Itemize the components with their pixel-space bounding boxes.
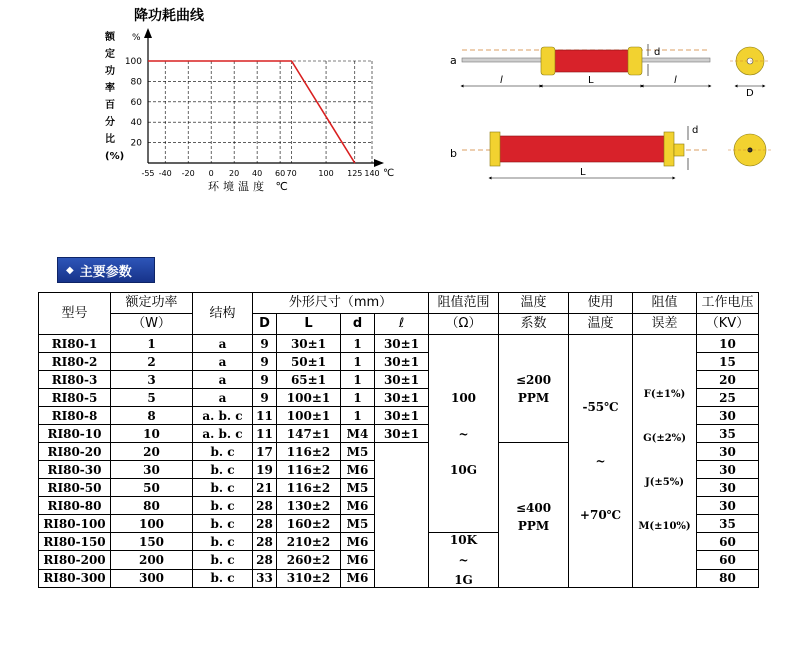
cell-structure: a. b. c	[193, 425, 253, 443]
y-tick-label: 100	[124, 57, 142, 67]
header-voltage: 工作电压	[697, 293, 759, 314]
cell-L: 116±2	[277, 461, 341, 479]
cell-range-line: 100	[450, 390, 477, 405]
cell-structure: b. c	[193, 443, 253, 461]
cell-power: 20	[111, 443, 193, 461]
cell-tc	[499, 443, 569, 588]
cell-power: 50	[111, 479, 193, 497]
cell-range-line: 1G	[454, 573, 473, 587]
derating-line	[148, 61, 355, 163]
resistor-body	[548, 50, 636, 72]
header-tc-2: 系数	[499, 314, 569, 335]
cell-l: 30±1	[375, 389, 429, 407]
cell-d: 1	[341, 335, 375, 353]
chart-grid	[148, 61, 372, 163]
cell-D: 11	[253, 425, 277, 443]
y-tick-label: 40	[130, 118, 142, 129]
cell-structure: b. c	[193, 515, 253, 533]
header-D: D	[253, 314, 277, 335]
cell-D: 21	[253, 479, 277, 497]
x-tick-label: -40	[158, 169, 172, 178]
cell-model: RI80-5	[39, 389, 111, 407]
header-power-unit: （W）	[111, 314, 193, 335]
header-dimensions: 外形尺寸（mm）	[253, 293, 429, 314]
header-model: 型号	[39, 293, 111, 335]
cell-l: 30±1	[375, 407, 429, 425]
cell-model: RI80-20	[39, 443, 111, 461]
cell-model: RI80-80	[39, 497, 111, 515]
cell-tc-line: ≤400	[515, 501, 552, 515]
cell-tolerance-line: F(±1%)	[643, 389, 686, 400]
drawing-b	[450, 125, 772, 178]
cell-temp-line: ~	[595, 454, 606, 468]
y-tick-labels	[125, 57, 142, 149]
derating-curve-chart	[0, 0, 420, 200]
cell-model: RI80-8	[39, 407, 111, 425]
cell-voltage: 35	[697, 425, 759, 443]
cell-power: 1	[111, 335, 193, 353]
cell-power: 300	[111, 569, 193, 587]
cell-structure: b. c	[193, 497, 253, 515]
y-label-char: 百	[105, 100, 115, 111]
cell-D: 28	[253, 515, 277, 533]
y-tick-label: 80	[130, 77, 142, 88]
cell-l: 30±1	[375, 371, 429, 389]
cell-voltage: 80	[697, 569, 759, 587]
cell-L: 116±2	[277, 443, 341, 461]
cell-power: 100	[111, 515, 193, 533]
cell-tc	[499, 335, 569, 443]
cell-power: 8	[111, 407, 193, 425]
cell-D: 9	[253, 335, 277, 353]
x-tick-label: 20	[229, 169, 240, 178]
end-cap	[490, 132, 500, 166]
cell-power: 30	[111, 461, 193, 479]
dim-l-label: l	[500, 75, 503, 86]
x-tick-label: 70	[286, 169, 297, 178]
y-label-char: 定	[105, 49, 115, 60]
dim-d-label: d	[692, 125, 699, 136]
cell-model: RI80-1	[39, 335, 111, 353]
cell-structure: b. c	[193, 569, 253, 587]
cell-D: 9	[253, 389, 277, 407]
y-label-char: 额	[105, 32, 115, 43]
cell-L: 260±2	[277, 551, 341, 569]
cell-power: 5	[111, 389, 193, 407]
header-l: ℓ	[375, 314, 429, 335]
cell-voltage: 35	[697, 515, 759, 533]
header-tolerance: 阻值	[633, 293, 697, 314]
threaded-stud	[674, 144, 684, 156]
cell-l: 30±1	[375, 335, 429, 353]
y-label-char: 比	[105, 134, 115, 145]
x-tick-label: 40	[252, 169, 263, 178]
x-tick-label: -55	[141, 169, 155, 178]
dim-L-label: L	[588, 75, 594, 86]
cell-range	[429, 335, 499, 533]
cell-voltage: 30	[697, 461, 759, 479]
cell-L: 147±1	[277, 425, 341, 443]
cell-D: 11	[253, 407, 277, 425]
cell-tc-line: ≤200	[515, 372, 552, 387]
y-unit-label: %	[132, 33, 141, 43]
cell-d: M6	[341, 533, 375, 551]
cell-range-line: ~	[458, 553, 469, 567]
cell-model: RI80-30	[39, 461, 111, 479]
x-unit-label: ℃	[383, 168, 395, 179]
x-tick-labels	[141, 169, 379, 178]
cell-l-empty	[375, 443, 429, 588]
y-axis-label	[104, 30, 124, 162]
resistor-outline-drawings	[440, 30, 800, 205]
y-tick-label: 60	[130, 97, 142, 108]
drawing-a-label: a	[450, 54, 457, 67]
cell-voltage: 25	[697, 389, 759, 407]
cell-tc-line: PPM	[517, 519, 550, 533]
cell-tc-line: PPM	[517, 390, 550, 405]
cell-voltage: 30	[697, 497, 759, 515]
x-tick-label: 0	[208, 169, 214, 178]
cell-structure: b. c	[193, 461, 253, 479]
cell-range-line: 10G	[450, 462, 477, 477]
drawing-b-label: b	[450, 147, 457, 160]
chart-title: 降功耗曲线	[134, 8, 204, 24]
cell-voltage: 60	[697, 551, 759, 569]
cell-d: 1	[341, 407, 375, 425]
cell-d: 1	[341, 371, 375, 389]
cell-L: 160±2	[277, 515, 341, 533]
dim-l-label: l	[674, 75, 677, 86]
header-temp-2: 温度	[569, 314, 633, 335]
cell-d: M6	[341, 497, 375, 515]
cell-voltage: 30	[697, 443, 759, 461]
parameter-table	[38, 292, 759, 588]
header-range: 阻值范围	[429, 293, 499, 314]
end-cap	[628, 47, 642, 75]
cell-temp-line: -55℃	[582, 400, 619, 414]
cell-model: RI80-200	[39, 551, 111, 569]
cell-power: 80	[111, 497, 193, 515]
cell-l: 30±1	[375, 353, 429, 371]
cell-model: RI80-300	[39, 569, 111, 587]
cell-power: 3	[111, 371, 193, 389]
cell-voltage: 15	[697, 353, 759, 371]
header-power: 额定功率	[111, 293, 193, 314]
cell-structure: a	[193, 335, 253, 353]
cell-power: 200	[111, 551, 193, 569]
header-voltage-unit: （KV）	[697, 314, 759, 335]
cell-range-line: 10K	[449, 533, 478, 547]
cell-model: RI80-50	[39, 479, 111, 497]
cell-power: 10	[111, 425, 193, 443]
cell-D: 28	[253, 497, 277, 515]
y-label-char: 率	[105, 83, 115, 94]
dim-L-label: L	[580, 167, 586, 178]
x-tick-label: 125	[347, 169, 363, 178]
cell-structure: a	[193, 353, 253, 371]
header-d: d	[341, 314, 375, 335]
cell-d: M5	[341, 515, 375, 533]
cell-temp	[569, 335, 633, 588]
end-cap	[541, 47, 555, 75]
y-tick-label: 20	[130, 138, 142, 149]
cell-L: 30±1	[277, 335, 341, 353]
header-L: L	[277, 314, 341, 335]
cell-temp-line: +70℃	[579, 508, 622, 522]
dim-d-label: d	[654, 47, 661, 58]
drawing-a	[450, 44, 770, 99]
x-tick-label: -20	[181, 169, 195, 178]
cell-structure: b. c	[193, 533, 253, 551]
cell-D: 28	[253, 533, 277, 551]
header-tolerance-2: 误差	[633, 314, 697, 335]
dim-D-label: D	[746, 88, 754, 99]
cell-voltage: 10	[697, 335, 759, 353]
cell-structure: b. c	[193, 551, 253, 569]
chart-axes	[144, 28, 384, 167]
cell-L: 100±1	[277, 407, 341, 425]
cell-d: M5	[341, 443, 375, 461]
cell-structure: a. b. c	[193, 407, 253, 425]
cell-structure: a	[193, 389, 253, 407]
y-label-char: 分	[105, 117, 115, 128]
table-body	[39, 335, 759, 588]
x-axis-arrow-icon	[374, 159, 384, 167]
cell-L: 116±2	[277, 479, 341, 497]
cell-d: M5	[341, 479, 375, 497]
cell-D: 9	[253, 353, 277, 371]
cell-power: 2	[111, 353, 193, 371]
table-row	[39, 335, 759, 353]
cell-tolerance-line: J(±5%)	[644, 477, 685, 488]
cell-model: RI80-3	[39, 371, 111, 389]
cell-structure: a	[193, 371, 253, 389]
cell-model: RI80-10	[39, 425, 111, 443]
cell-d: M4	[341, 425, 375, 443]
header-range-unit: （Ω）	[429, 314, 499, 335]
header-structure: 结构	[193, 293, 253, 335]
cell-power: 150	[111, 533, 193, 551]
diamond-bullet-icon: ◆	[66, 264, 74, 276]
cell-D: 17	[253, 443, 277, 461]
cell-L: 65±1	[277, 371, 341, 389]
cell-d: M6	[341, 461, 375, 479]
cell-D: 19	[253, 461, 277, 479]
cell-model: RI80-150	[39, 533, 111, 551]
cell-model: RI80-2	[39, 353, 111, 371]
x-axis-label: 环境温度 ℃	[208, 180, 292, 193]
cell-d: M6	[341, 569, 375, 587]
y-axis-arrow-icon	[144, 28, 152, 38]
cell-L: 100±1	[277, 389, 341, 407]
cell-range	[429, 533, 499, 588]
cell-voltage: 20	[697, 371, 759, 389]
cell-tolerance-line: M(±10%)	[638, 521, 691, 532]
header-tc: 温度	[499, 293, 569, 314]
cell-L: 210±2	[277, 533, 341, 551]
cell-L: 50±1	[277, 353, 341, 371]
section-title: 主要参数	[79, 264, 132, 280]
cell-L: 130±2	[277, 497, 341, 515]
cell-model: RI80-100	[39, 515, 111, 533]
cell-d: 1	[341, 353, 375, 371]
cell-L: 310±2	[277, 569, 341, 587]
cell-D: 33	[253, 569, 277, 587]
resistor-body	[498, 136, 666, 162]
x-tick-label: 60	[275, 169, 286, 178]
cell-structure: b. c	[193, 479, 253, 497]
cell-D: 28	[253, 551, 277, 569]
cell-voltage: 30	[697, 407, 759, 425]
cell-D: 9	[253, 371, 277, 389]
x-tick-label: 140	[364, 169, 380, 178]
header-temp: 使用	[569, 293, 633, 314]
cell-tolerance	[633, 335, 697, 588]
cell-voltage: 60	[697, 533, 759, 551]
x-tick-label: 100	[318, 169, 334, 178]
cell-l: 30±1	[375, 425, 429, 443]
cell-range-line: ~	[458, 426, 469, 441]
y-label-char: (%)	[105, 151, 125, 162]
y-label-char: 功	[105, 66, 115, 77]
cell-voltage: 30	[697, 479, 759, 497]
cell-tolerance-line: G(±2%)	[643, 433, 686, 444]
cell-d: 1	[341, 389, 375, 407]
cell-d: M6	[341, 551, 375, 569]
end-cap	[664, 132, 674, 166]
section-header-main-parameters	[57, 257, 155, 283]
